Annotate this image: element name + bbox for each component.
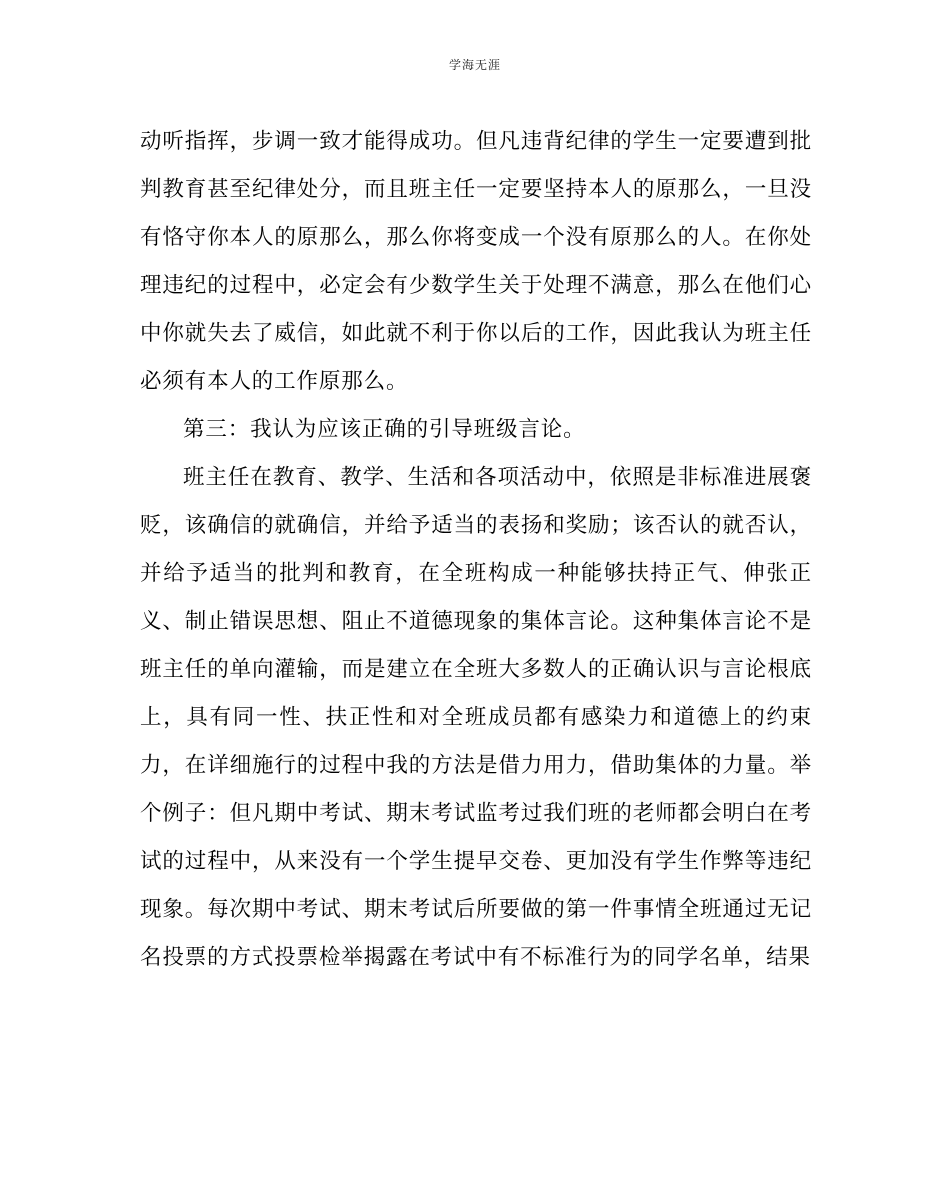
document-body bbox=[140, 118, 812, 982]
paragraph-continuation: 动听指挥，步调一致才能得成功。但凡违背纪律的学生一定要遭到批判教育甚至纪律处分，而且班主任一定要坚持本人的原那么，一旦没有恪守你本人的原那么，那么你将变成一个没有原那么的人。在你处理违纪的过程中，必定会有少数学生关于处理不满意，那么在他们心中你就失去了威信，如此就不利于你以后的工作，因此我认为班主任必须有本人的工作原那么。 bbox=[140, 129, 812, 394]
page-header-text: 学海无涯 bbox=[448, 58, 501, 72]
paragraph-body: 班主任在教育、教学、生活和各项活动中，依照是非标准进展褒贬，该确信的就确信，并给予适当的表扬和奖励；该否认的就否认，并给予适当的批判和教育，在全班构成一种能够扶持正气、伸张正义、制止错误思想、阻止不道德现象的集体言论。这种集体言论不是班主任的单向灌输，而是建立在全班大多数人的正确认识与言论根底上，具有同一性、扶正性和对全班成员都有感染力和道德上的约束力，在详细施行的过程中我的方法是借力用力，借助集体的力量。举个例子：但凡期中考试、期末考试监考过我们班的老师都会明白在考试的过程中，从来没有一个学生提早交卷、更加没有学生作弊等违纪现象。每次期中考试、期末考试后所要做的第一件事情全班通过无记名投票的方式投票检举揭露在考试中有不标准行为的同学名单，结果 bbox=[140, 465, 812, 970]
page-header bbox=[0, 54, 950, 73]
paragraph-section-heading: 第三：我认为应该正确的引导班级言论。 bbox=[183, 417, 586, 442]
